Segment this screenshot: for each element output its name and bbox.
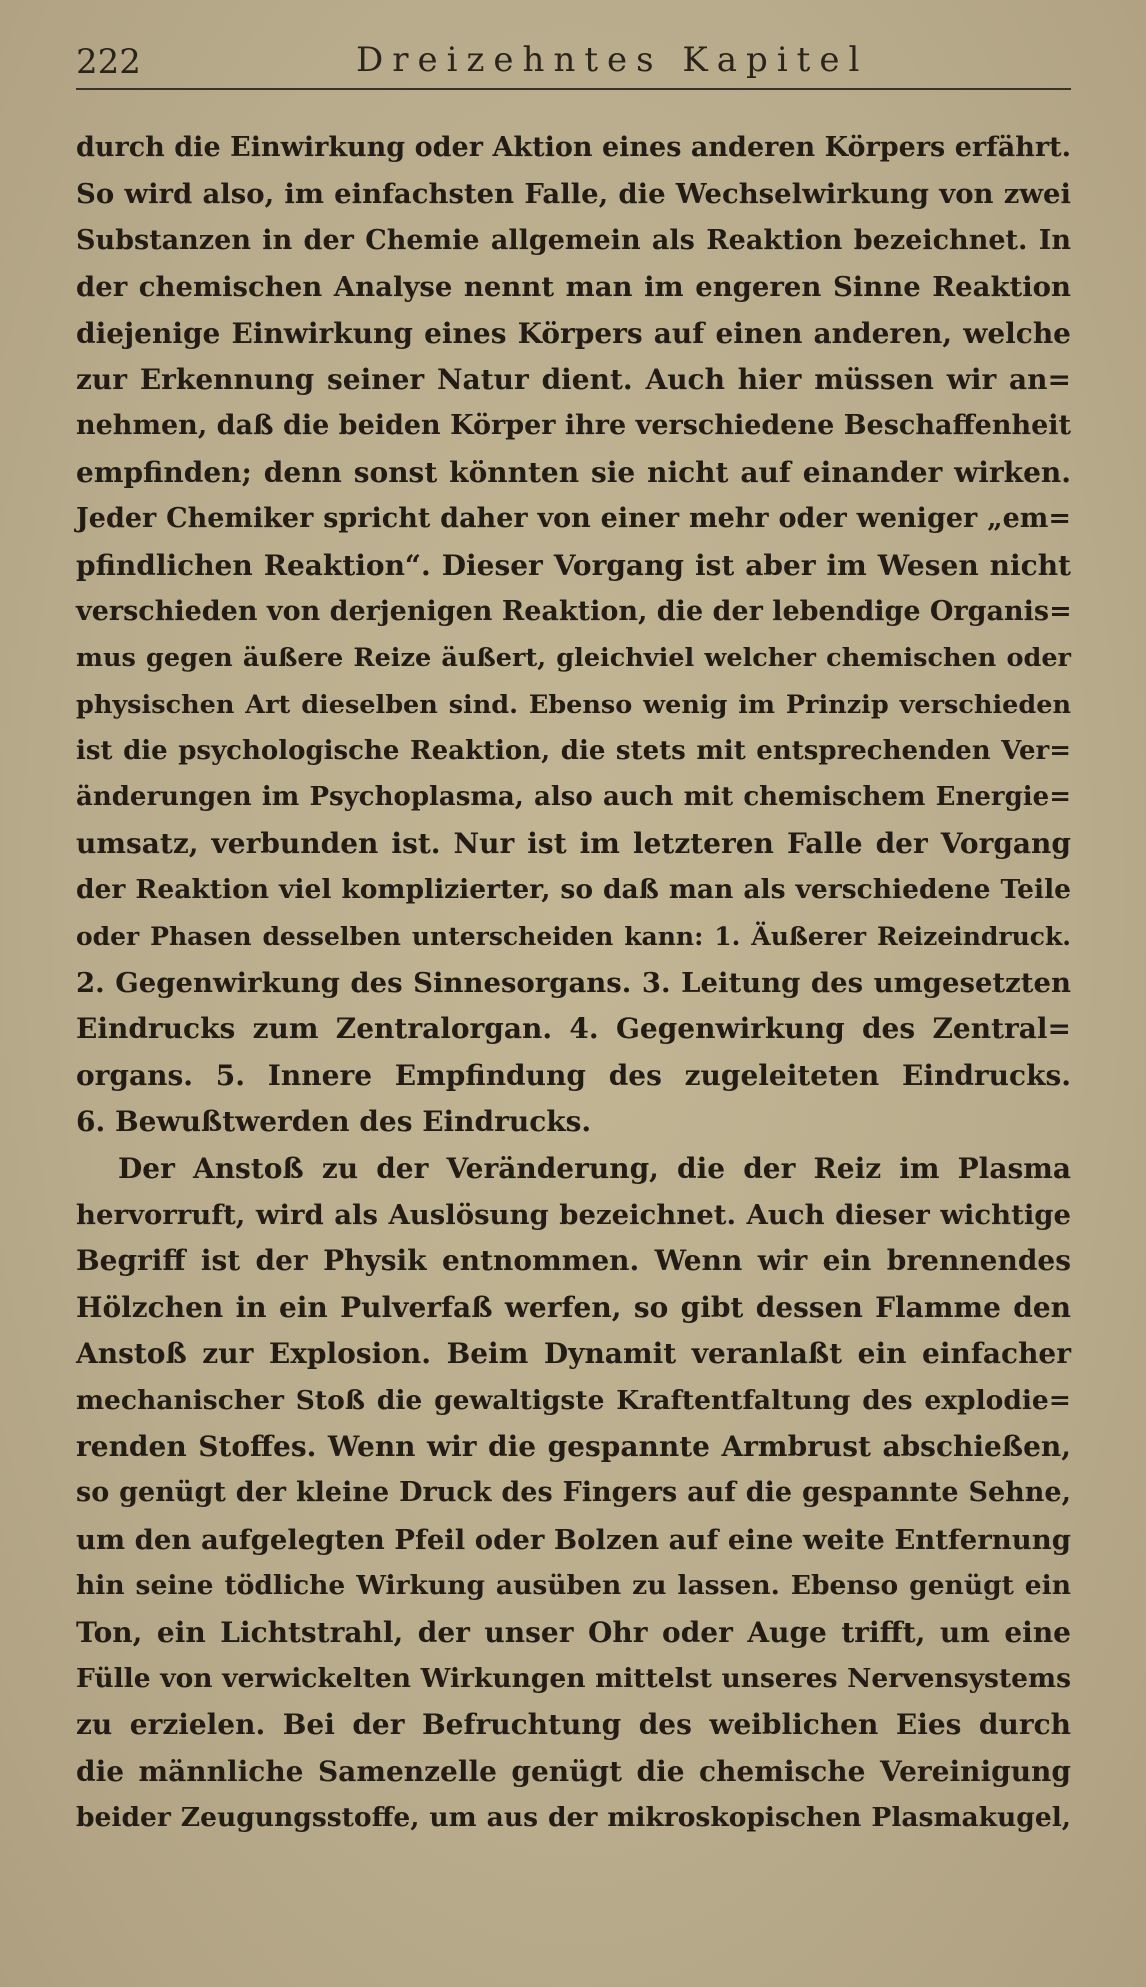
running-title: Dreizehntes Kapitel: [356, 40, 869, 80]
text-line: Der Anstoß zu der Veränderung, die der Reiz im Plasma: [118, 1151, 1071, 1185]
text-line: so genügt der kleine Druck des Fingers auf die gespannte Sehne,: [76, 1477, 1071, 1509]
text-line: Substanzen in der Chemie allgemein als Reaktion bezeichnet. In: [76, 224, 1071, 256]
page-number: 222: [76, 42, 141, 82]
text-line: Ton, ein Lichtstrahl, der unser Ohr oder Auge trifft, um eine: [76, 1615, 1071, 1649]
text-line: der Reaktion viel komplizierter, so daß man als verschiedene Teile: [76, 874, 1071, 906]
text-line: 6. Bewußtwerden des Eindrucks.: [76, 1105, 592, 1139]
text-line: beider Zeugungsstoffe, um aus der mikroskopischen Plasmakugel,: [76, 1802, 1071, 1834]
text-line: 2. Gegenwirkung des Sinnesorgans. 3. Leitung des umgesetzten: [76, 967, 1071, 1000]
text-line: Eindrucks zum Zentralorgan. 4. Gegenwirkung des Zentral=: [76, 1012, 1071, 1046]
text-line: Begriff ist der Physik entnommen. Wenn wir ein brennendes: [76, 1244, 1071, 1278]
text-line: mus gegen äußere Reize äußert, gleichviel welcher chemischen oder: [76, 643, 1071, 674]
text-line: Fülle von verwickelten Wirkungen mittelst unseres Nervensystems: [76, 1662, 1071, 1694]
text-line: zu erzielen. Bei der Befruchtung des weiblichen Eies durch: [76, 1708, 1071, 1742]
text-line: physischen Art dieselben sind. Ebenso wenig im Prinzip verschieden: [76, 689, 1071, 720]
text-line: empfinden; denn sonst könnten sie nicht auf einander wirken.: [76, 455, 1071, 489]
text-line: hin seine tödliche Wirkung ausüben zu lassen. Ebenso genügt ein: [76, 1570, 1071, 1602]
text-line: umsatz, verbunden ist. Nur ist im letzteren Falle der Vorgang: [76, 826, 1071, 860]
text-line: mechanischer Stoß die gewaltigste Kraftentfaltung des explodie=: [76, 1384, 1071, 1416]
text-line: die männliche Samenzelle genügt die chemische Vereinigung: [76, 1754, 1071, 1788]
text-line: oder Phasen desselben unterscheiden kann: 1. Äußerer Reizeindruck.: [76, 921, 1071, 951]
text-line: der chemischen Analyse nennt man im engeren Sinne Reaktion: [76, 271, 1071, 304]
text-line: So wird also, im einfachsten Falle, die Wechselwirkung von zwei: [76, 178, 1071, 211]
text-line: nehmen, daß die beiden Körper ihre verschiedene Beschaffenheit: [76, 410, 1071, 442]
text-line: hervorruft, wird als Auslösung bezeichnet. Auch dieser wichtige: [76, 1198, 1071, 1231]
text-line: Hölzchen in ein Pulverfaß werfen, so gibt dessen Flamme den: [76, 1290, 1071, 1324]
text-line: organs. 5. Innere Empfindung des zugeleiteten Eindrucks.: [76, 1058, 1071, 1092]
text-line: pfindlichen Reaktion“. Dieser Vorgang ist aber im Wesen nicht: [76, 548, 1071, 582]
header-rule: [76, 88, 1071, 90]
text-line: änderungen im Psychoplasma, also auch mit chemischem Energie=: [76, 782, 1071, 813]
text-line: diejenige Einwirkung eines Körpers auf einen anderen, welche: [76, 316, 1071, 350]
text-line: Jeder Chemiker spricht daher von einer mehr oder weniger „em=: [76, 503, 1071, 535]
text-line: renden Stoffes. Wenn wir die gespannte Armbrust abschießen,: [76, 1429, 1071, 1463]
page-header: [76, 38, 1071, 96]
text-line: zur Erkennung seiner Natur dient. Auch hier müssen wir an=: [76, 362, 1071, 396]
text-line: verschieden von derjenigen Reaktion, die der lebendige Organis=: [76, 595, 1072, 627]
text-line: Anstoß zur Explosion. Beim Dynamit veranlaßt ein einfacher: [76, 1337, 1071, 1371]
text-line: um den aufgelegten Pfeil oder Bolzen auf eine weite Entfernung: [76, 1523, 1071, 1556]
text-line: ist die psychologische Reaktion, die stets mit entsprechenden Ver=: [76, 736, 1071, 767]
text-line: durch die Einwirkung oder Aktion eines anderen Körpers erfährt.: [76, 132, 1071, 163]
body-text: [76, 125, 1071, 1841]
